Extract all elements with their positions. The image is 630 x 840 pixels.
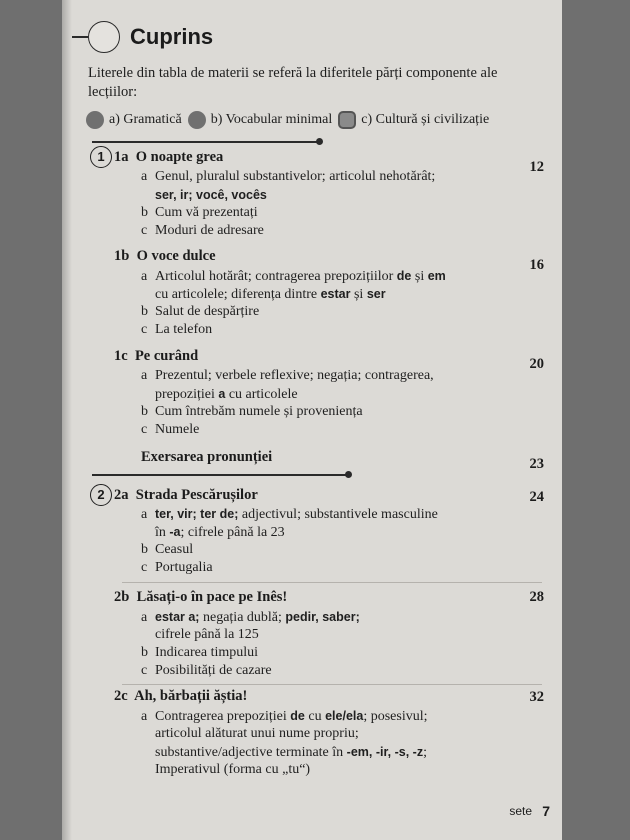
lesson-2b-item-a: a estar a; negația dublă; pedir, saber; xyxy=(141,610,360,625)
grammar-icon xyxy=(86,111,104,129)
legend-culture: c) Cultură și civilizație xyxy=(361,112,490,127)
lesson-2c-item-a-cont-2: substantive/adjective terminate în -em, -ir, -s, -z; xyxy=(155,745,427,760)
lesson-2a-item-a-cont: în -a; cifrele până la 23 xyxy=(155,525,285,540)
lesson-2c-item-a-cont-1: articolul alăturat unui nume propriu; xyxy=(155,726,359,741)
unit-2-rule xyxy=(92,474,346,476)
lesson-1b-item-a-cont: cu articolele; diferența dintre estar și ser xyxy=(155,287,386,302)
lesson-title: Strada Pescărușilor xyxy=(135,487,258,503)
lesson-1b-item-b: b Salut de despărțire xyxy=(141,304,260,319)
lesson-2a-item-b: b Ceasul xyxy=(141,542,194,557)
title-block xyxy=(88,20,213,54)
lesson-1a-item-a-cont: ser, ir; você, vocês xyxy=(155,188,267,202)
lesson-2a-page: 24 xyxy=(529,489,544,505)
lesson-2b-item-c: c Posibilități de cazare xyxy=(141,663,272,678)
legend xyxy=(86,111,495,129)
title-circle-icon xyxy=(88,21,120,53)
lesson-code: 1b xyxy=(114,248,130,264)
vocabulary-icon xyxy=(188,111,206,129)
lesson-code: 1a xyxy=(114,149,129,165)
footer-page-number: 7 xyxy=(542,803,550,819)
lesson-2c-page: 32 xyxy=(529,689,544,705)
lesson-2a-item-c: c Portugalia xyxy=(141,560,213,575)
lesson-1a-page: 12 xyxy=(529,159,544,175)
lesson-1c-item-a-cont: prepoziției a cu articolele xyxy=(155,387,298,402)
lesson-1c-item-a: a Prezentul; verbele reflexive; negația; contragerea, xyxy=(141,368,434,383)
lesson-separator xyxy=(122,684,542,685)
lesson-1c-page: 20 xyxy=(529,356,544,372)
lesson-title: O noapte grea xyxy=(135,149,224,165)
unit-1-rule xyxy=(92,141,317,143)
page-title: Cuprins xyxy=(130,24,214,49)
unit-1-number: 1 xyxy=(90,146,112,168)
lesson-separator xyxy=(122,582,542,583)
lesson-1a-heading xyxy=(114,149,223,166)
lesson-2b-heading xyxy=(114,589,287,606)
unit-2-number: 2 xyxy=(90,484,112,506)
exercise-pronunciation-page: 23 xyxy=(529,456,544,472)
lesson-1b-item-a: a Articolul hotărât; contragerea prepozițiilor de și em xyxy=(141,269,446,284)
lesson-1b-item-c: c La telefon xyxy=(141,322,213,337)
lesson-title: Ah, bărbații ăștia! xyxy=(134,688,248,704)
book-page xyxy=(62,0,562,840)
legend-vocabulary: b) Vocabular minimal xyxy=(210,112,333,127)
exercise-pronunciation-heading: Exersarea pronunției xyxy=(141,449,273,465)
lesson-2b-item-a-cont: cifrele până la 125 xyxy=(155,627,259,642)
lesson-code: 2a xyxy=(114,487,129,503)
legend-grammar: a) Gramatică xyxy=(109,112,182,127)
lesson-1a-item-a: a Genul, pluralul substantivelor; articolul nehotărât; xyxy=(141,169,436,184)
lesson-1c-heading xyxy=(114,348,198,365)
lesson-title: Pe curând xyxy=(134,348,199,364)
lesson-title: O voce dulce xyxy=(136,248,216,264)
intro-text: Literele din tabla de materii se referă la diferitele părți componente ale lecțiilor: xyxy=(88,65,498,100)
lesson-code: 2c xyxy=(114,688,128,704)
lesson-1a-item-b: b Cum vă prezentați xyxy=(141,205,258,220)
lesson-1b-page: 16 xyxy=(529,257,544,273)
lesson-2b-page: 28 xyxy=(529,589,544,605)
unit-1-rule-dot xyxy=(316,138,323,145)
lesson-2c-item-a: a Contragerea prepoziției de cu ele/ela; posesivul; xyxy=(141,709,428,724)
lesson-1b-heading xyxy=(114,248,216,265)
lesson-2c-item-a-cont-3: Imperativul (forma cu „tu“) xyxy=(155,762,311,777)
lesson-2c-heading xyxy=(114,688,247,705)
unit-2-rule-dot xyxy=(345,471,352,478)
lesson-code: 1c xyxy=(114,348,128,364)
footer-page-word: sete xyxy=(509,804,532,818)
lesson-2a-heading xyxy=(114,487,258,504)
lesson-title: Lăsați-o în pace pe Inês! xyxy=(136,589,288,605)
culture-icon xyxy=(338,111,356,129)
lesson-1a-item-c: c Moduri de adresare xyxy=(141,223,264,238)
lesson-code: 2b xyxy=(114,589,130,605)
title-rule xyxy=(72,36,88,38)
lesson-2b-item-b: b Indicarea timpului xyxy=(141,645,259,660)
lesson-2a-item-a: a ter, vir; ter de; adjectivul; substantivele masculine xyxy=(141,507,438,522)
lesson-1c-item-c: c Numele xyxy=(141,422,200,437)
lesson-1c-item-b: b Cum întrebăm numele și proveniența xyxy=(141,404,363,419)
